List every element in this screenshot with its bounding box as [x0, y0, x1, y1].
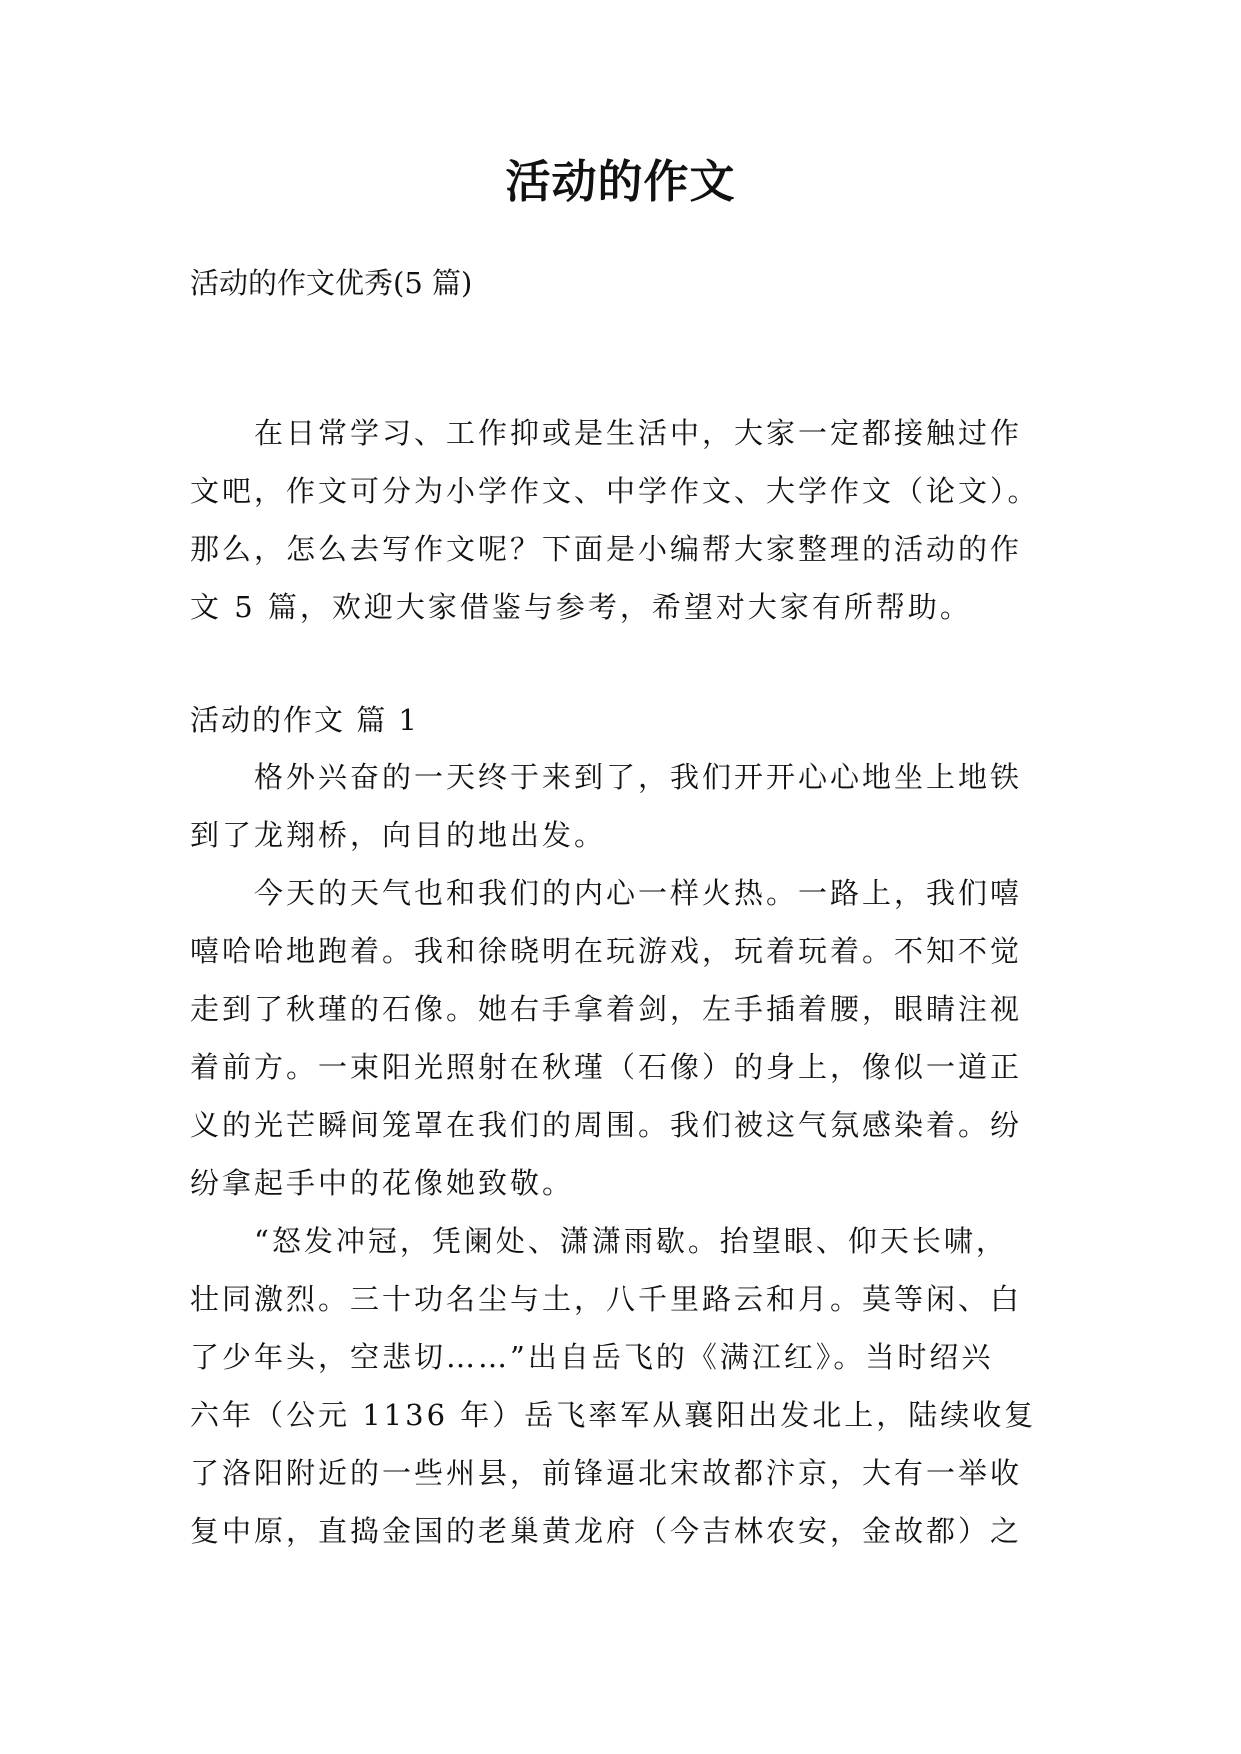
- text-line: 到了龙翔桥，向目的地出发。: [190, 818, 607, 852]
- text-line: 六年（公元 1136 年）岳飞率军从襄阳出发北上，陆续收复: [190, 1398, 1037, 1432]
- body-paragraph-1: [190, 748, 1060, 864]
- text-line: 复中原，直捣金国的老巢黄龙府（今吉林农安，金故都）之: [190, 1514, 1023, 1548]
- text-line: 嘻哈哈地跑着。我和徐晓明在玩游戏，玩着玩着。不知不觉: [190, 934, 1023, 968]
- text-line: 在日常学习、工作抑或是生活中，大家一定都接触过作: [190, 416, 1023, 450]
- text-line: 纷拿起手中的花像她致敬。: [190, 1166, 575, 1200]
- text-line: 壮同激烈。三十功名尘与土，八千里路云和月。莫等闲、白: [190, 1282, 1023, 1316]
- text-line: 文 5 篇，欢迎大家借鉴与参考，希望对大家有所帮助。: [190, 590, 972, 624]
- intro-paragraph: [190, 404, 1060, 636]
- text-line: 着前方。一束阳光照射在秋瑾（石像）的身上，像似一道正: [190, 1050, 1023, 1084]
- text-line: 文吧，作文可分为小学作文、中学作文、大学作文（论文）。: [190, 474, 1040, 508]
- document-subtitle: 活动的作文优秀(5 篇): [190, 266, 473, 300]
- text-line: 格外兴奋的一天终于来到了，我们开开心心地坐上地铁: [190, 760, 1023, 794]
- body-paragraph-2: [190, 864, 1060, 1212]
- text-line: 那么，怎么去写作文呢？下面是小编帮大家整理的活动的作: [190, 532, 1023, 566]
- text-line: 今天的天气也和我们的内心一样火热。一路上，我们嘻: [190, 876, 1023, 910]
- text-line: 走到了秋瑾的石像。她右手拿着剑，左手插着腰，眼睛注视: [190, 992, 1023, 1026]
- text-line: 了洛阳附近的一些州县，前锋逼北宋故都汴京，大有一举收: [190, 1456, 1023, 1490]
- text-line: “怒发冲冠，凭阑处、潇潇雨歇。抬望眼、仰天长啸，: [190, 1224, 1008, 1258]
- section-heading: 活动的作文 篇 1: [190, 703, 419, 737]
- document-title: 活动的作文: [505, 155, 736, 208]
- body-paragraph-3: [190, 1212, 1060, 1560]
- text-line: 义的光芒瞬间笼罩在我们的周围。我们被这气氛感染着。纷: [190, 1108, 1023, 1142]
- text-line: 了少年头，空悲切……”出自岳飞的《满江红》。当时绍兴: [190, 1340, 994, 1374]
